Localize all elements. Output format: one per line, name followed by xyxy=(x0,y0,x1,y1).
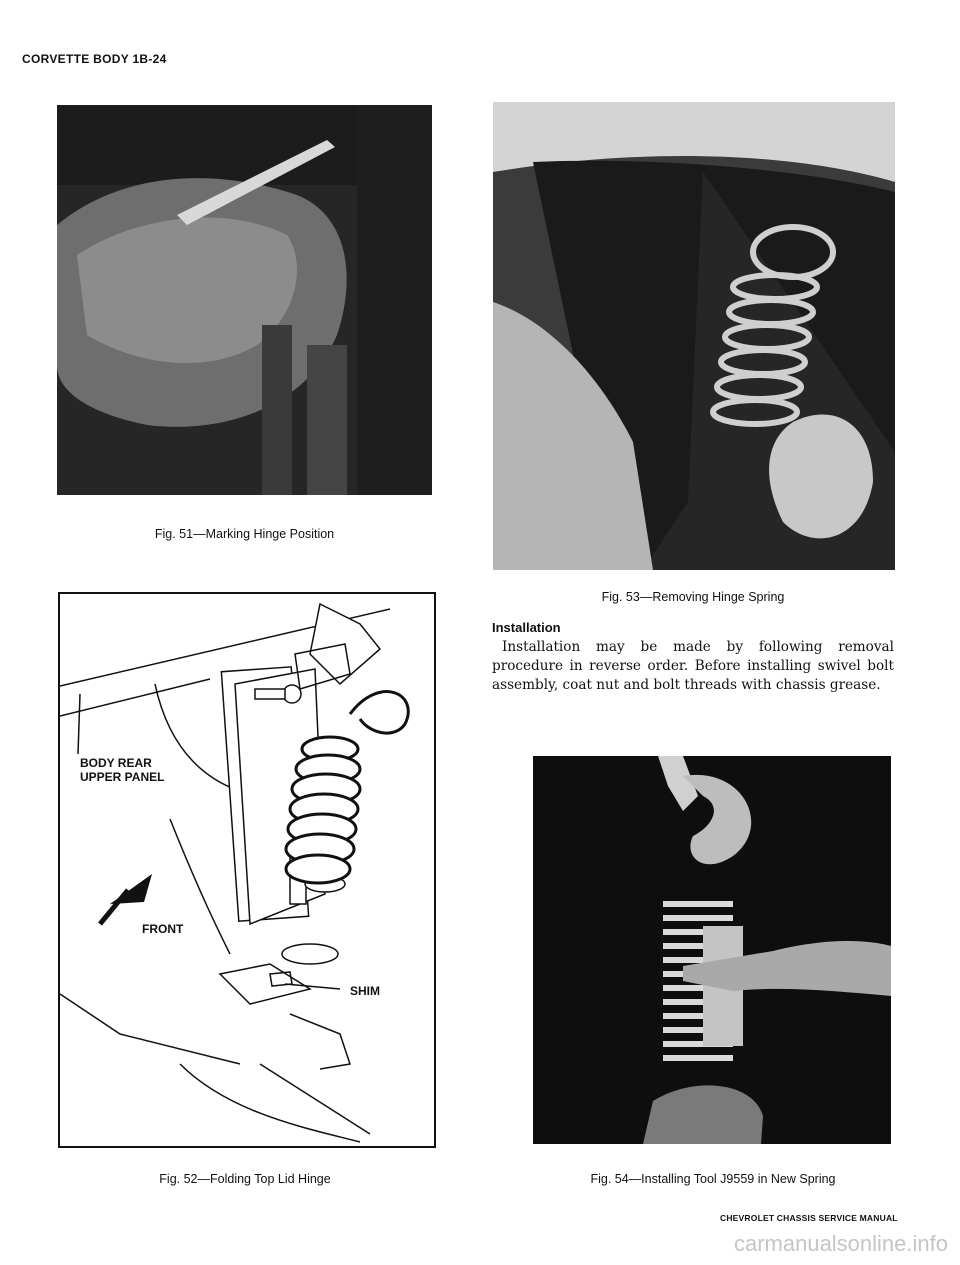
fig51-photo xyxy=(57,105,432,495)
label-shim: SHIM xyxy=(350,984,380,998)
fig52-caption: Fig. 52—Folding Top Lid Hinge xyxy=(159,1172,331,1186)
fig54-photo-art xyxy=(533,756,891,1144)
fig52-diagram xyxy=(58,592,436,1148)
fig53-photo-art xyxy=(493,102,895,570)
fig51-caption: Fig. 51—Marking Hinge Position xyxy=(154,527,335,541)
page-header: CORVETTE BODY 1B-24 xyxy=(22,52,167,66)
installation-heading: Installation xyxy=(492,620,561,635)
fig54-caption: Fig. 54—Installing Tool J9559 in New Spring xyxy=(590,1172,836,1186)
watermark: carmanualsonline.info xyxy=(733,1231,948,1256)
label-body-rear-line1: BODY REAR xyxy=(80,756,152,770)
fig51-photo-art xyxy=(57,105,432,495)
fig53-photo xyxy=(493,102,895,570)
label-body-rear-line2: UPPER PANEL xyxy=(80,770,165,784)
label-front: FRONT xyxy=(142,922,184,936)
fig54-photo xyxy=(533,756,891,1144)
page-footer: CHEVROLET CHASSIS SERVICE MANUAL xyxy=(720,1213,898,1223)
fig52-diagram-art xyxy=(60,594,434,1146)
fig53-caption: Fig. 53—Removing Hinge Spring xyxy=(601,590,785,604)
label-body-rear xyxy=(80,756,164,784)
installation-text: Installation may be made by following removal procedure in reverse order. Before installing swivel bolt assembly, coat nut and bolt threads with chassis grease. xyxy=(492,639,894,693)
